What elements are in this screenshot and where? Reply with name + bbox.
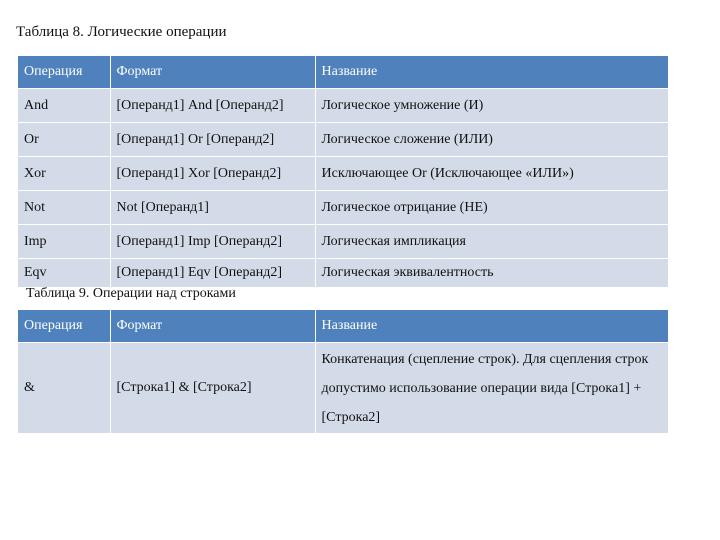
- table-row: [18, 343, 668, 434]
- operation-cell: Or: [18, 123, 110, 157]
- column-header-name: Название: [315, 56, 668, 89]
- operation-cell: Eqv: [18, 259, 110, 288]
- table-header-row: [18, 310, 668, 343]
- operation-cell: Xor: [18, 157, 110, 191]
- name-cell: Логическое отрицание (НЕ): [315, 191, 668, 225]
- column-header-format: Формат: [110, 56, 315, 89]
- format-cell: [Операнд1] Or [Операнд2]: [110, 123, 315, 157]
- column-header-operation: Операция: [18, 56, 110, 89]
- string-operations-table: [18, 310, 668, 433]
- name-cell: Логическое сложение (ИЛИ): [315, 123, 668, 157]
- name-cell: Логическая импликация: [315, 225, 668, 259]
- operation-cell: Imp: [18, 225, 110, 259]
- name-cell: Логическая эквивалентность: [315, 259, 668, 288]
- format-cell: [Операнд1] Imp [Операнд2]: [110, 225, 315, 259]
- table-row: [18, 191, 668, 225]
- format-cell: [Операнд1] Xor [Операнд2]: [110, 157, 315, 191]
- table-row: [18, 89, 668, 123]
- table-row: [18, 225, 668, 259]
- table-8-caption: Таблица 8. Логические операции: [16, 24, 227, 40]
- name-cell: Конкатенация (сцепление строк). Для сцепления строк допустимо использование операции вида [Строка1] + [Строка2]: [315, 343, 668, 434]
- operation-cell: Not: [18, 191, 110, 225]
- format-cell: Not [Операнд1]: [110, 191, 315, 225]
- column-header-operation: Операция: [18, 310, 110, 343]
- table-9-caption: Таблица 9. Операции над строками: [26, 286, 236, 301]
- table-row: [18, 259, 668, 288]
- format-cell: [Строка1] & [Строка2]: [110, 343, 315, 434]
- table-header-row: [18, 56, 668, 89]
- column-header-format: Формат: [110, 310, 315, 343]
- logical-operations-table: [18, 56, 668, 287]
- name-cell: Логическое умножение (И): [315, 89, 668, 123]
- table-row: [18, 157, 668, 191]
- column-header-name: Название: [315, 310, 668, 343]
- name-cell: Исключающее Or (Исключающее «ИЛИ»): [315, 157, 668, 191]
- operation-cell: &: [18, 343, 110, 434]
- format-cell: [Операнд1] Eqv [Операнд2]: [110, 259, 315, 288]
- operation-cell: And: [18, 89, 110, 123]
- format-cell: [Операнд1] And [Операнд2]: [110, 89, 315, 123]
- table-row: [18, 123, 668, 157]
